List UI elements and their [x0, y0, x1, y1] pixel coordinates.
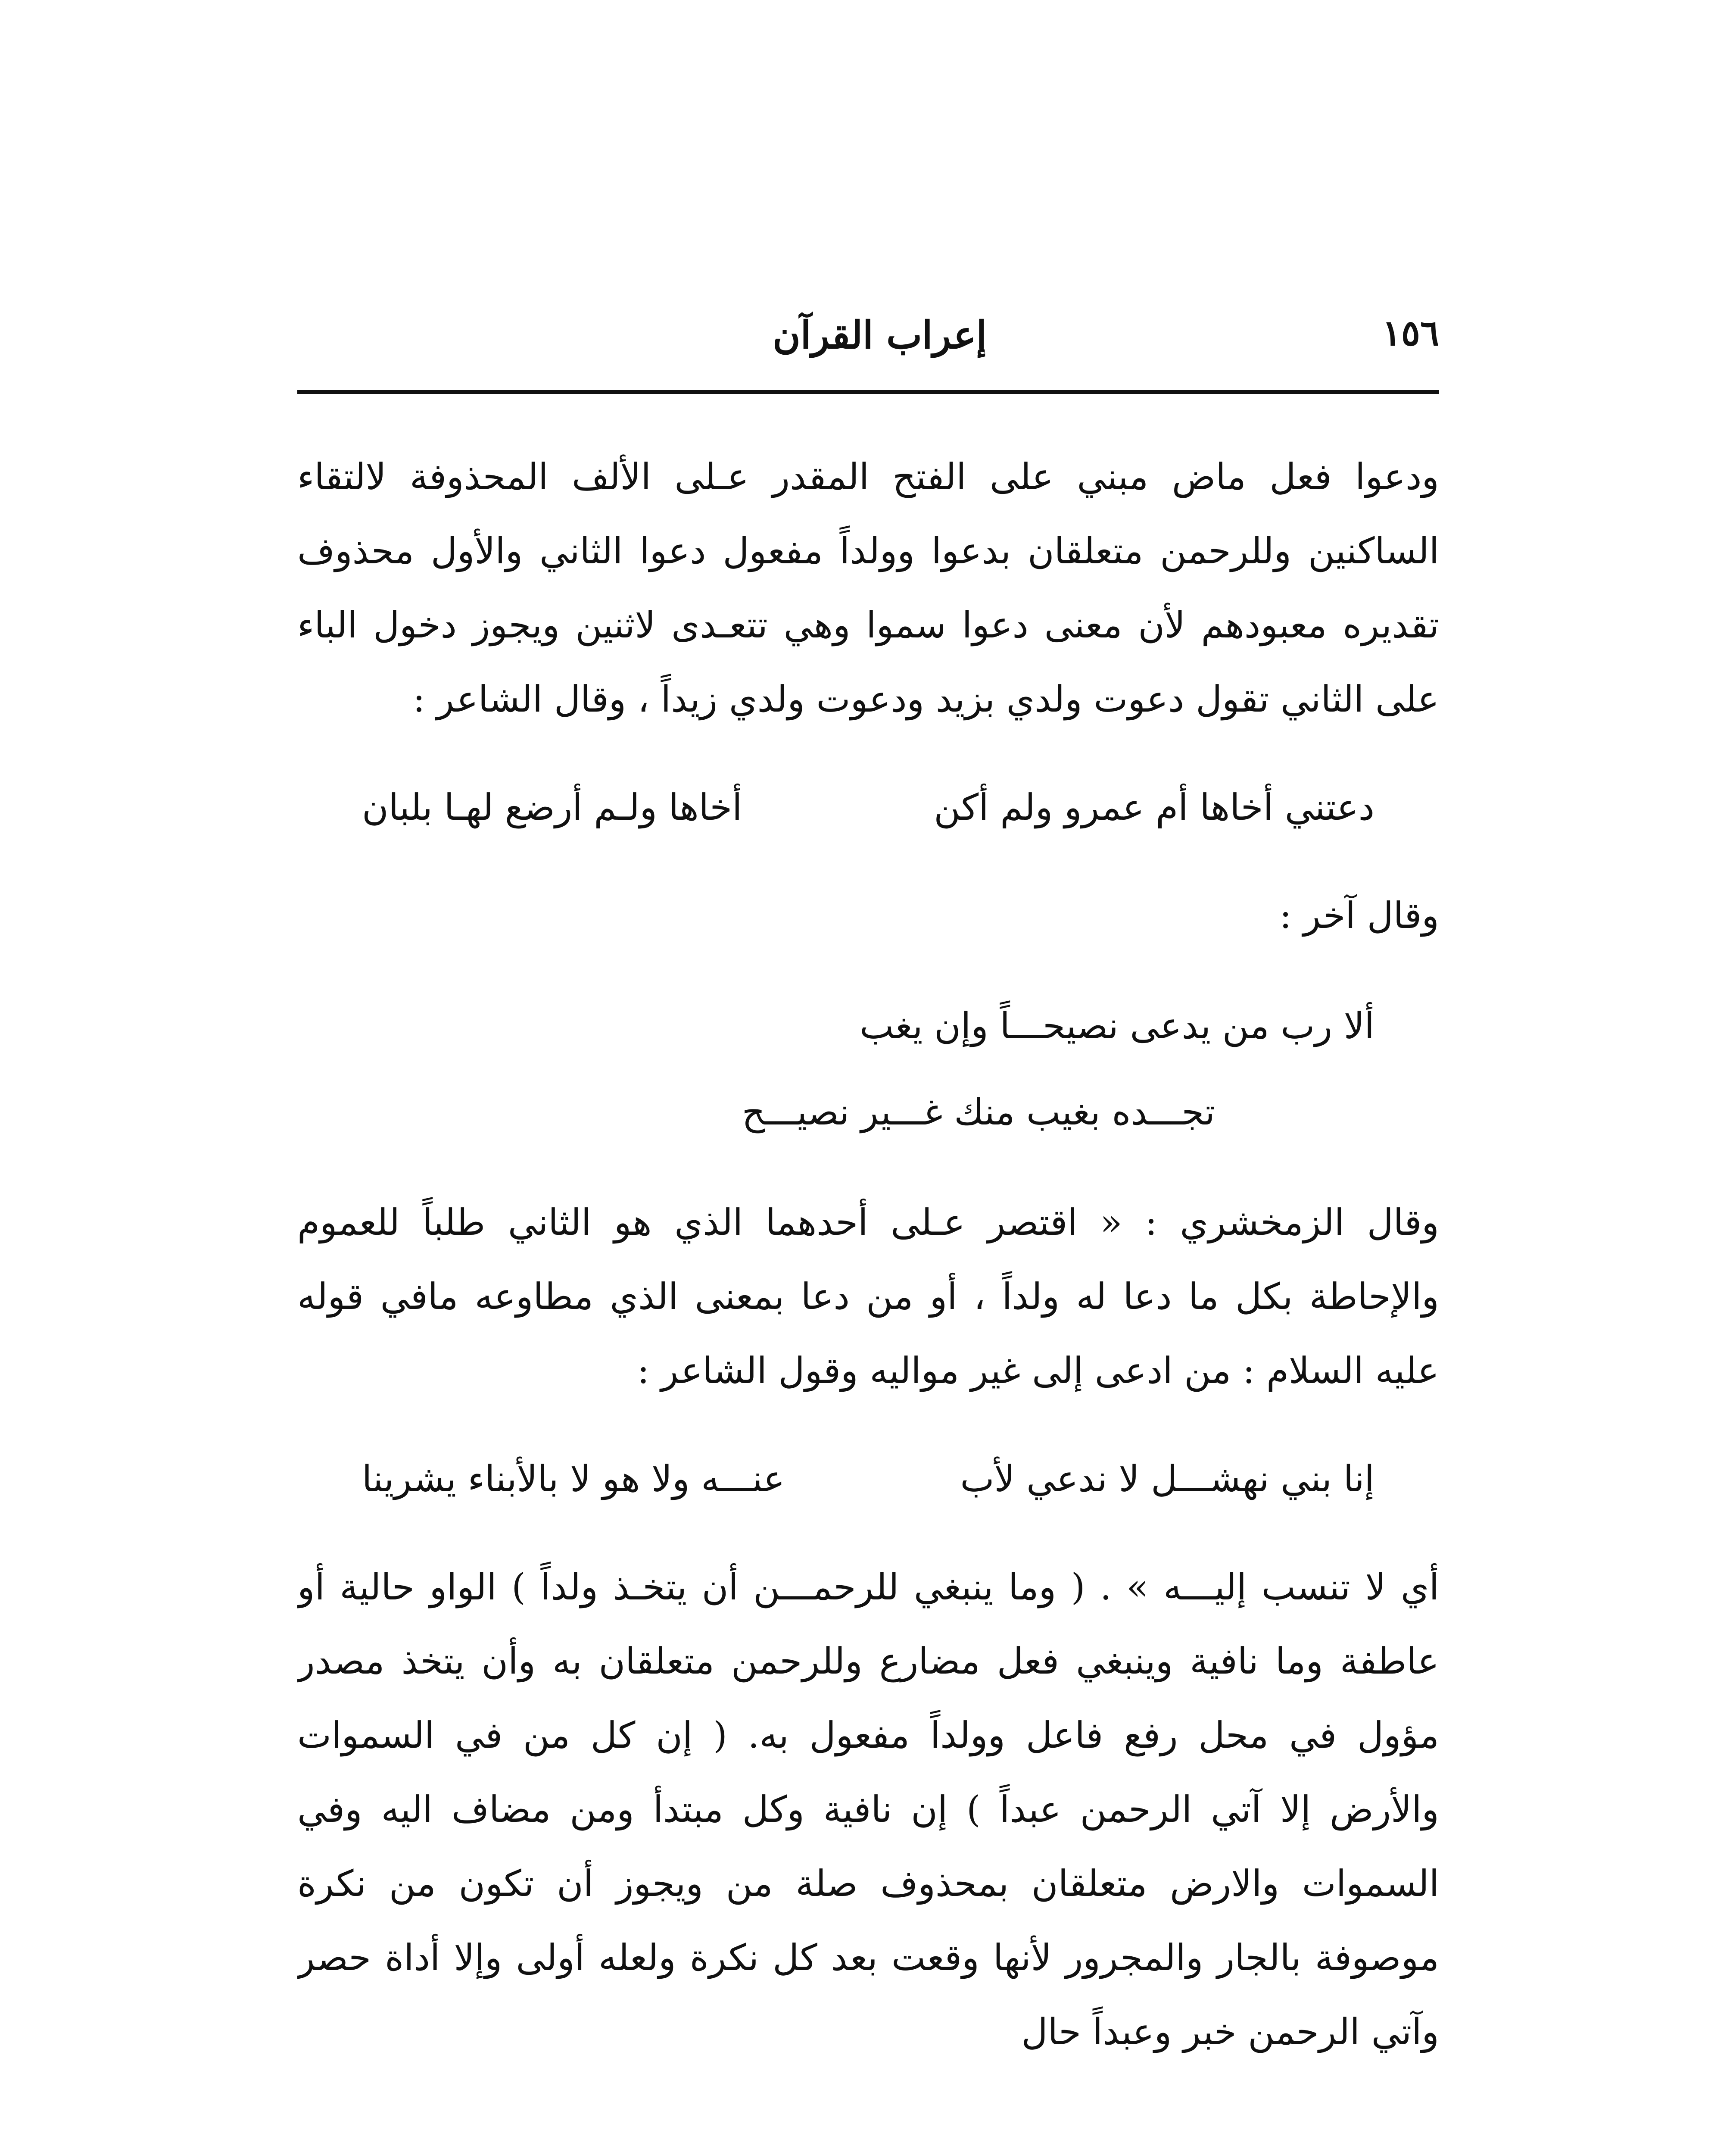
paragraph-2: وقال الزمخشري : « اقتصر عـلى أحدهما الذي هو الثاني طلباً للعموم والإحاطة بكل ما دعا له ولداً ، أو من دعا بمعنى الذي مطاوعه مافي قوله عليه السلام : من ادعى إلى غير مواليه وقول الشاعر : — [297, 1201, 1439, 1392]
verse-3-second-hemistich: عنـــه ولا هو لا بالأبناء يشرينا — [362, 1458, 785, 1500]
running-title: إعراب القرآن — [773, 312, 987, 357]
paragraph-3: أي لا تنسب إليـــه » . ( وما ينبغي للرحمـــن أن يتخـذ ولداً ) الواو حالية أو عاطفة وما نافية وينبغي فعل مضارع وللرحمن متعلقان به وأن يتخذ مصدر مؤول في محل رفع فاعل وولداً مفعول به. ( إن كل من في السموات والأرض إلا آتي الرحمن عبداً ) إن نافية وكل مبتدأ ومن مضاف اليه وفي السموات والارض متعلقان بمحذوف صلة من ويجوز أن تكون من نكرة موصوفة بالجار والمجرور لأنها وقعت بعد كل نكرة ولعله أولى وإلا أداة حصر وآتي الرحمن خبر وعبداً حال — [297, 1566, 1439, 2053]
page-body — [297, 440, 1439, 2155]
spacer — [297, 1155, 1439, 1185]
spacer — [297, 953, 1439, 983]
intro-another-poet: وقال آخر : — [1279, 894, 1439, 937]
spacer — [297, 736, 1439, 766]
verse-2-first-hemistich: ألا رب من يدعى نصيحـــاً وإن يغب — [860, 1005, 1374, 1047]
header-rule — [297, 390, 1439, 394]
spacer — [297, 1520, 1439, 1550]
verse-3 — [297, 1438, 1439, 1520]
verse-1-second-hemistich: أخاها ولـم أرضع لهـا بلبان — [362, 786, 742, 828]
paragraph-1: ودعوا فعل ماض مبني على الفتح المقدر عـلى الألف المحذوفة لالتقاء الساكنين وللرحمن متعلقان بدعوا وولداً مفعول دعوا الثاني والأول محذوف تقديره معبودهم لأن معنى دعوا سموا وهي تتعـدى لاثنين ويجوز دخول الباء على الثاني تقول دعوت ولدي بزيد ودعوت ولدي زيداً ، وقال الشاعر : — [297, 456, 1439, 720]
verse-2-second-hemistich: تجـــده بغيب منك غـــير نصيـــح — [742, 1091, 1215, 1133]
verse-1-first-hemistich: دعتني أخاها أم عمرو ولم أكن — [934, 786, 1374, 828]
page-number: ١٥٦ — [1382, 312, 1439, 354]
spacer — [297, 1408, 1439, 1438]
verse-3-first-hemistich: إنا بني نهشـــل لا ندعي لأب — [960, 1458, 1374, 1500]
verse-1 — [297, 766, 1439, 848]
page-header — [297, 304, 1439, 369]
spacer — [297, 848, 1439, 878]
